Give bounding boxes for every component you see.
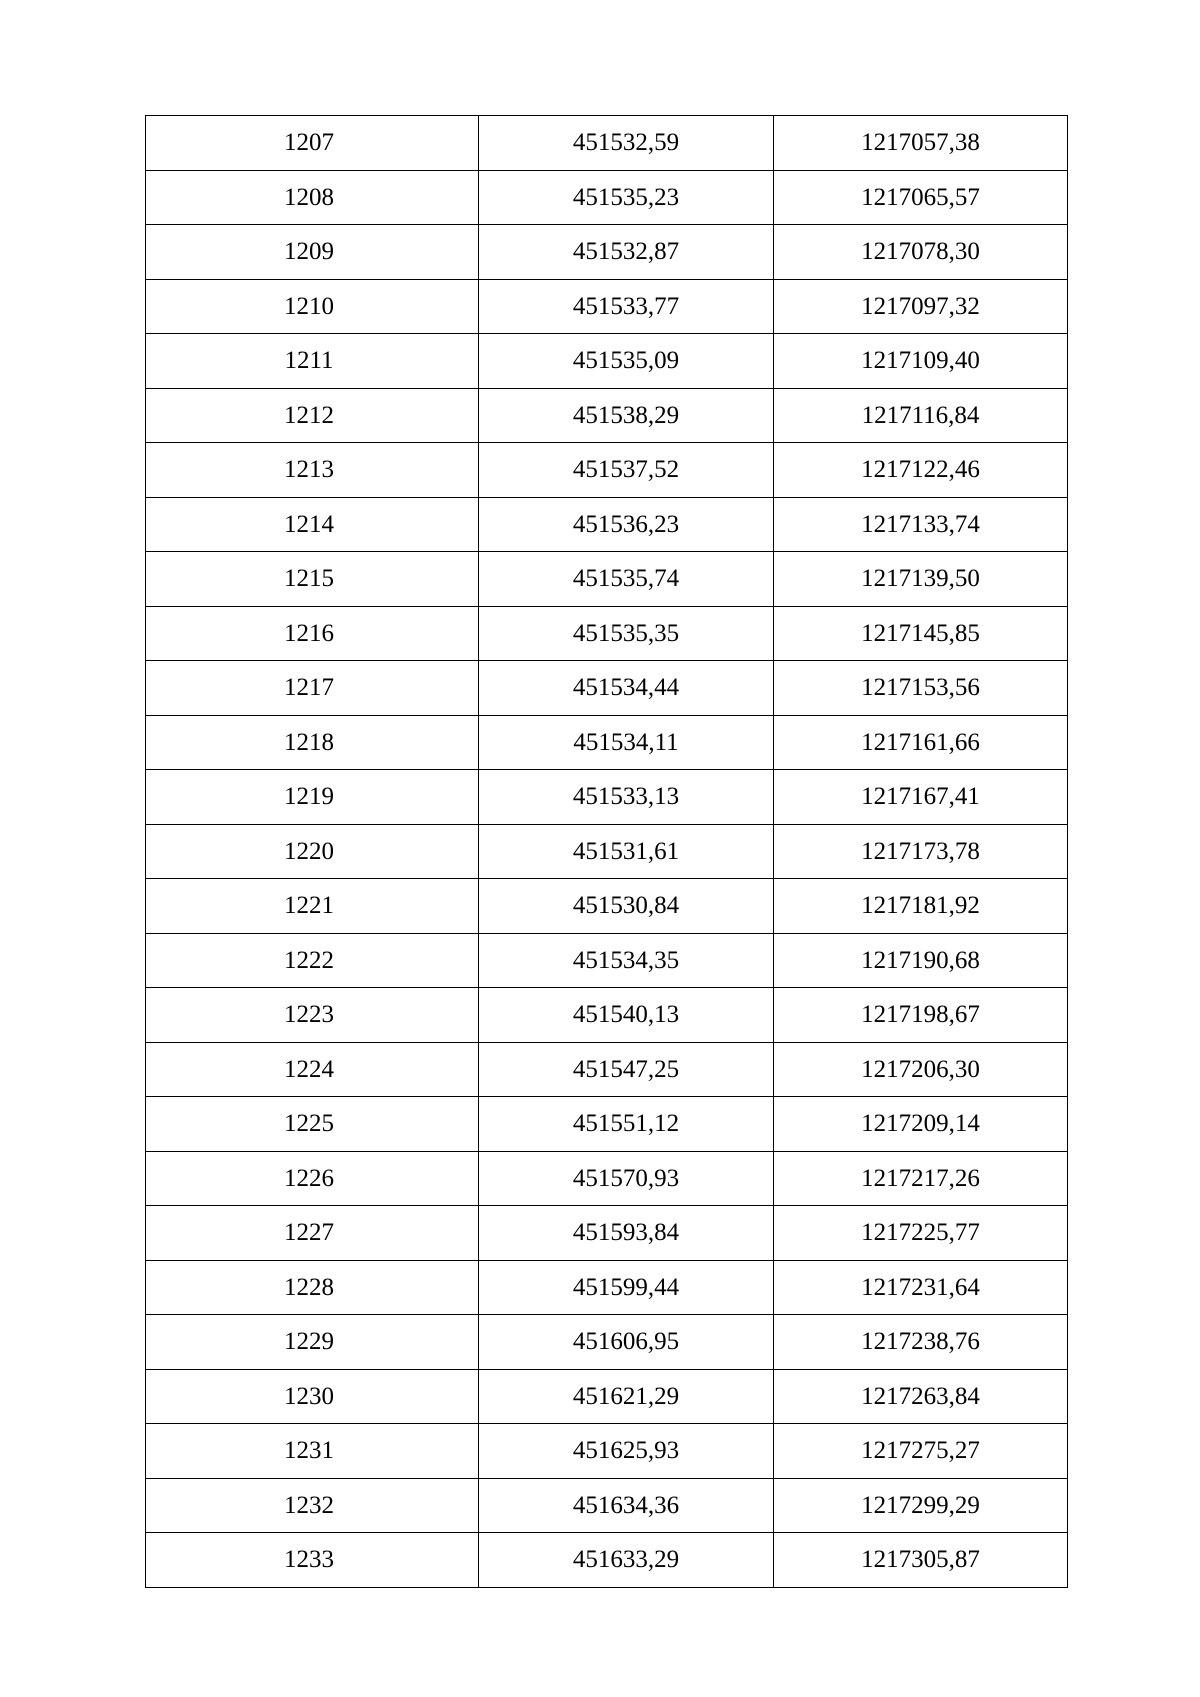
point-number-cell: 1220 bbox=[146, 824, 479, 879]
y-coordinate-cell: 1217153,56 bbox=[774, 661, 1068, 716]
table-row bbox=[146, 1478, 1068, 1533]
y-coordinate-cell: 1217305,87 bbox=[774, 1533, 1068, 1588]
point-number-cell: 1218 bbox=[146, 715, 479, 770]
point-number-cell: 1224 bbox=[146, 1042, 479, 1097]
x-coordinate-cell: 451535,23 bbox=[479, 170, 774, 225]
table-row bbox=[146, 1097, 1068, 1152]
x-coordinate-cell: 451634,36 bbox=[479, 1478, 774, 1533]
table-row bbox=[146, 497, 1068, 552]
y-coordinate-cell: 1217190,68 bbox=[774, 933, 1068, 988]
table-row bbox=[146, 170, 1068, 225]
table-row bbox=[146, 116, 1068, 171]
x-coordinate-cell: 451633,29 bbox=[479, 1533, 774, 1588]
x-coordinate-cell: 451532,59 bbox=[479, 116, 774, 171]
table-row bbox=[146, 770, 1068, 825]
y-coordinate-cell: 1217206,30 bbox=[774, 1042, 1068, 1097]
table-row bbox=[146, 1315, 1068, 1370]
y-coordinate-cell: 1217109,40 bbox=[774, 334, 1068, 389]
table-row bbox=[146, 552, 1068, 607]
point-number-cell: 1219 bbox=[146, 770, 479, 825]
point-number-cell: 1217 bbox=[146, 661, 479, 716]
point-number-cell: 1208 bbox=[146, 170, 479, 225]
y-coordinate-cell: 1217139,50 bbox=[774, 552, 1068, 607]
point-number-cell: 1227 bbox=[146, 1206, 479, 1261]
x-coordinate-cell: 451599,44 bbox=[479, 1260, 774, 1315]
x-coordinate-cell: 451534,44 bbox=[479, 661, 774, 716]
x-coordinate-cell: 451534,11 bbox=[479, 715, 774, 770]
point-number-cell: 1231 bbox=[146, 1424, 479, 1479]
x-coordinate-cell: 451625,93 bbox=[479, 1424, 774, 1479]
point-number-cell: 1232 bbox=[146, 1478, 479, 1533]
table-row bbox=[146, 225, 1068, 280]
point-number-cell: 1233 bbox=[146, 1533, 479, 1588]
table-row bbox=[146, 334, 1068, 389]
table-row bbox=[146, 606, 1068, 661]
y-coordinate-cell: 1217225,77 bbox=[774, 1206, 1068, 1261]
point-number-cell: 1221 bbox=[146, 879, 479, 934]
table-row bbox=[146, 661, 1068, 716]
x-coordinate-cell: 451536,23 bbox=[479, 497, 774, 552]
y-coordinate-cell: 1217217,26 bbox=[774, 1151, 1068, 1206]
table-row bbox=[146, 988, 1068, 1043]
x-coordinate-cell: 451533,13 bbox=[479, 770, 774, 825]
y-coordinate-cell: 1217145,85 bbox=[774, 606, 1068, 661]
y-coordinate-cell: 1217097,32 bbox=[774, 279, 1068, 334]
table-row bbox=[146, 879, 1068, 934]
table-row bbox=[146, 1424, 1068, 1479]
y-coordinate-cell: 1217209,14 bbox=[774, 1097, 1068, 1152]
table-row bbox=[146, 1533, 1068, 1588]
coordinates-table bbox=[145, 115, 1068, 1588]
y-coordinate-cell: 1217065,57 bbox=[774, 170, 1068, 225]
table-row bbox=[146, 1206, 1068, 1261]
x-coordinate-cell: 451621,29 bbox=[479, 1369, 774, 1424]
x-coordinate-cell: 451530,84 bbox=[479, 879, 774, 934]
point-number-cell: 1213 bbox=[146, 443, 479, 498]
x-coordinate-cell: 451535,35 bbox=[479, 606, 774, 661]
x-coordinate-cell: 451570,93 bbox=[479, 1151, 774, 1206]
x-coordinate-cell: 451538,29 bbox=[479, 388, 774, 443]
point-number-cell: 1229 bbox=[146, 1315, 479, 1370]
point-number-cell: 1207 bbox=[146, 116, 479, 171]
point-number-cell: 1226 bbox=[146, 1151, 479, 1206]
x-coordinate-cell: 451531,61 bbox=[479, 824, 774, 879]
table-row bbox=[146, 279, 1068, 334]
x-coordinate-cell: 451606,95 bbox=[479, 1315, 774, 1370]
x-coordinate-cell: 451547,25 bbox=[479, 1042, 774, 1097]
y-coordinate-cell: 1217116,84 bbox=[774, 388, 1068, 443]
y-coordinate-cell: 1217122,46 bbox=[774, 443, 1068, 498]
x-coordinate-cell: 451533,77 bbox=[479, 279, 774, 334]
point-number-cell: 1225 bbox=[146, 1097, 479, 1152]
x-coordinate-cell: 451540,13 bbox=[479, 988, 774, 1043]
table-row bbox=[146, 1151, 1068, 1206]
point-number-cell: 1214 bbox=[146, 497, 479, 552]
y-coordinate-cell: 1217181,92 bbox=[774, 879, 1068, 934]
x-coordinate-cell: 451537,52 bbox=[479, 443, 774, 498]
y-coordinate-cell: 1217299,29 bbox=[774, 1478, 1068, 1533]
table-row bbox=[146, 1042, 1068, 1097]
table-row bbox=[146, 388, 1068, 443]
y-coordinate-cell: 1217133,74 bbox=[774, 497, 1068, 552]
y-coordinate-cell: 1217263,84 bbox=[774, 1369, 1068, 1424]
x-coordinate-cell: 451593,84 bbox=[479, 1206, 774, 1261]
table-row bbox=[146, 1260, 1068, 1315]
point-number-cell: 1215 bbox=[146, 552, 479, 607]
point-number-cell: 1212 bbox=[146, 388, 479, 443]
x-coordinate-cell: 451535,09 bbox=[479, 334, 774, 389]
x-coordinate-cell: 451534,35 bbox=[479, 933, 774, 988]
coordinates-table-body bbox=[146, 116, 1068, 1588]
x-coordinate-cell: 451532,87 bbox=[479, 225, 774, 280]
point-number-cell: 1230 bbox=[146, 1369, 479, 1424]
table-row bbox=[146, 933, 1068, 988]
y-coordinate-cell: 1217238,76 bbox=[774, 1315, 1068, 1370]
table-row bbox=[146, 824, 1068, 879]
x-coordinate-cell: 451551,12 bbox=[479, 1097, 774, 1152]
y-coordinate-cell: 1217078,30 bbox=[774, 225, 1068, 280]
y-coordinate-cell: 1217198,67 bbox=[774, 988, 1068, 1043]
point-number-cell: 1222 bbox=[146, 933, 479, 988]
y-coordinate-cell: 1217167,41 bbox=[774, 770, 1068, 825]
point-number-cell: 1223 bbox=[146, 988, 479, 1043]
point-number-cell: 1211 bbox=[146, 334, 479, 389]
point-number-cell: 1216 bbox=[146, 606, 479, 661]
y-coordinate-cell: 1217161,66 bbox=[774, 715, 1068, 770]
y-coordinate-cell: 1217173,78 bbox=[774, 824, 1068, 879]
point-number-cell: 1209 bbox=[146, 225, 479, 280]
point-number-cell: 1228 bbox=[146, 1260, 479, 1315]
table-row bbox=[146, 1369, 1068, 1424]
point-number-cell: 1210 bbox=[146, 279, 479, 334]
y-coordinate-cell: 1217231,64 bbox=[774, 1260, 1068, 1315]
table-row bbox=[146, 443, 1068, 498]
y-coordinate-cell: 1217275,27 bbox=[774, 1424, 1068, 1479]
x-coordinate-cell: 451535,74 bbox=[479, 552, 774, 607]
table-row bbox=[146, 715, 1068, 770]
y-coordinate-cell: 1217057,38 bbox=[774, 116, 1068, 171]
